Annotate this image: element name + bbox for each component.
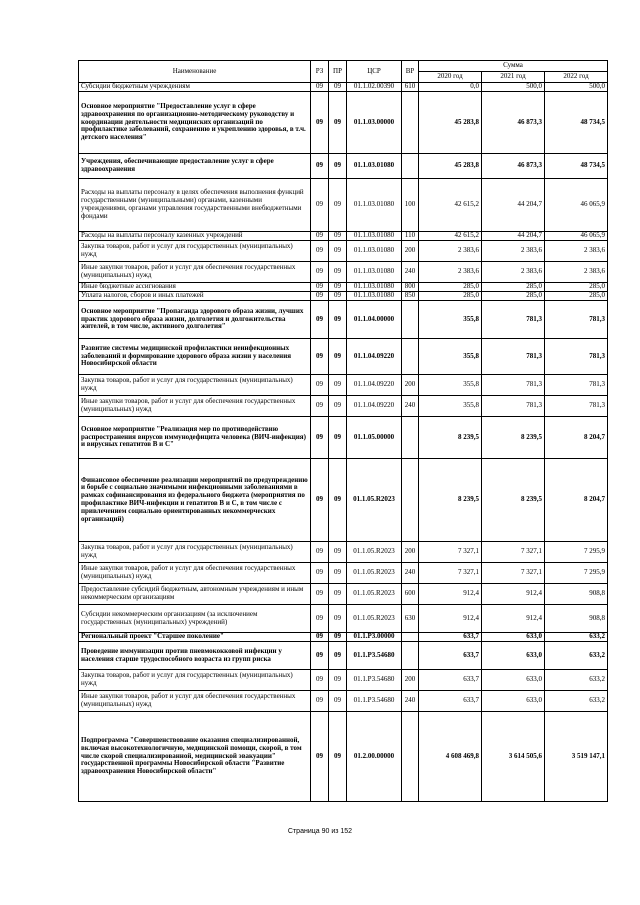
row-vr: 200 (402, 542, 419, 563)
row-csr: 01.1.05.R2023 (347, 605, 402, 633)
col-header-2020: 2020 год (419, 72, 482, 83)
row-sum-2022: 781,3 (545, 396, 608, 417)
row-sum-2020: 0,0 (419, 83, 482, 92)
row-sum-2021: 8 239,5 (482, 459, 545, 542)
row-pr: 09 (329, 179, 347, 232)
row-name: Учреждения, обеспечивающие предоставление услуг в сфере здравоохранения (79, 154, 311, 179)
row-csr: 01.1.03.00000 (347, 92, 402, 154)
row-sum-2022: 781,3 (545, 301, 608, 339)
table-row (79, 232, 608, 241)
row-sum-2021: 46 873,3 (482, 154, 545, 179)
row-sum-2021: 3 614 505,6 (482, 712, 545, 802)
row-vr (402, 633, 419, 642)
row-csr: 01.1.03.01080 (347, 241, 402, 262)
row-rz: 09 (311, 292, 329, 301)
row-sum-2021: 633,0 (482, 642, 545, 670)
row-pr: 09 (329, 417, 347, 459)
row-name: Закупка товаров, работ и услуг для государственных (муниципальных) нужд (79, 542, 311, 563)
row-rz: 09 (311, 563, 329, 584)
row-sum-2022: 781,3 (545, 339, 608, 375)
row-rz: 09 (311, 232, 329, 241)
row-csr: 01.1.P3.54680 (347, 670, 402, 691)
row-csr: 01.1.P3.54680 (347, 691, 402, 712)
row-sum-2020: 7 327,1 (419, 542, 482, 563)
row-sum-2020: 633,7 (419, 691, 482, 712)
row-vr: 610 (402, 83, 419, 92)
row-pr: 09 (329, 292, 347, 301)
table-row (79, 396, 608, 417)
row-name: Основное мероприятие "Реализация мер по противодействию распространения вирусов иммунодефицита человека (ВИЧ-инфекция) и вирусных гепатитов В и С" (79, 417, 311, 459)
row-name: Субсидии некоммерческим организациям (за исключением государственных (муниципальных) учреждений) (79, 605, 311, 633)
col-header-vr: ВР (402, 61, 419, 83)
row-sum-2021: 500,0 (482, 83, 545, 92)
row-name: Закупка товаров, работ и услуг для государственных (муниципальных) нужд (79, 241, 311, 262)
page-number: Страница 90 из 152 (287, 828, 353, 835)
row-csr: 01.1.P3.00000 (347, 633, 402, 642)
table-row (79, 83, 608, 92)
col-header-rz: РЗ (311, 61, 329, 83)
row-csr: 01.1.03.01080 (347, 179, 402, 232)
table-row (79, 179, 608, 232)
table-row (79, 542, 608, 563)
row-name: Иные закупки товаров, работ и услуг для обеспечения государственных (муниципальных) нужд (79, 563, 311, 584)
row-name: Региональный проект "Старшее поколение" (79, 633, 311, 642)
row-csr: 01.1.03.01080 (347, 292, 402, 301)
row-sum-2020: 8 239,5 (419, 459, 482, 542)
row-csr: 01.1.02.00390 (347, 83, 402, 92)
table-row (79, 283, 608, 292)
row-sum-2020: 633,7 (419, 670, 482, 691)
row-rz: 09 (311, 691, 329, 712)
row-csr: 01.1.05.R2023 (347, 459, 402, 542)
row-sum-2020: 42 615,2 (419, 179, 482, 232)
row-sum-2021: 7 327,1 (482, 563, 545, 584)
col-header-pr: ПР (329, 61, 347, 83)
row-vr (402, 417, 419, 459)
row-name: Иные закупки товаров, работ и услуг для обеспечения государственных (муниципальных) нужд (79, 691, 311, 712)
row-vr: 800 (402, 283, 419, 292)
row-name: Иные закупки товаров, работ и услуг для обеспечения государственных (муниципальных) нужд (79, 262, 311, 283)
row-sum-2022: 908,8 (545, 584, 608, 605)
row-name: Закупка товаров, работ и услуг для государственных (муниципальных) нужд (79, 670, 311, 691)
table-row (79, 712, 608, 802)
row-vr: 240 (402, 262, 419, 283)
row-sum-2020: 7 327,1 (419, 563, 482, 584)
col-header-name: Наименование (79, 61, 311, 83)
row-sum-2022: 633,2 (545, 691, 608, 712)
row-pr: 09 (329, 375, 347, 396)
row-vr (402, 459, 419, 542)
row-sum-2022: 285,0 (545, 292, 608, 301)
row-sum-2020: 912,4 (419, 584, 482, 605)
row-sum-2022: 8 204,7 (545, 459, 608, 542)
row-pr: 09 (329, 339, 347, 375)
row-sum-2020: 4 608 469,8 (419, 712, 482, 802)
row-name: Расходы на выплаты персоналу в целях обеспечения выполнения функций государственными (муниципальными) органами, казенными учреждениями, органами управления государственными внебюджетными фондами (79, 179, 311, 232)
row-sum-2020: 8 239,5 (419, 417, 482, 459)
col-header-2022: 2022 год (545, 72, 608, 83)
row-rz: 09 (311, 154, 329, 179)
row-name: Развитие системы медицинской профилактики неинфекционных заболеваний и формирование здорового образа жизни у населения Новосибирской области (79, 339, 311, 375)
row-name: Иные закупки товаров, работ и услуг для обеспечения государственных (муниципальных) нужд (79, 396, 311, 417)
row-name: Субсидии бюджетным учреждениям (79, 83, 311, 92)
row-pr: 09 (329, 584, 347, 605)
row-vr (402, 712, 419, 802)
row-sum-2021: 633,0 (482, 691, 545, 712)
row-vr: 240 (402, 396, 419, 417)
row-sum-2020: 285,0 (419, 283, 482, 292)
row-sum-2021: 2 383,6 (482, 241, 545, 262)
table-body (79, 83, 608, 802)
row-sum-2021: 781,3 (482, 396, 545, 417)
row-rz: 09 (311, 262, 329, 283)
row-sum-2022: 7 295,9 (545, 563, 608, 584)
row-pr: 09 (329, 241, 347, 262)
row-sum-2022: 7 295,9 (545, 542, 608, 563)
row-sum-2020: 355,8 (419, 339, 482, 375)
row-sum-2020: 42 615,2 (419, 232, 482, 241)
row-rz: 09 (311, 83, 329, 92)
row-sum-2021: 781,3 (482, 375, 545, 396)
row-sum-2022: 285,0 (545, 283, 608, 292)
row-pr: 09 (329, 642, 347, 670)
row-sum-2021: 2 383,6 (482, 262, 545, 283)
row-vr (402, 301, 419, 339)
row-sum-2022: 500,0 (545, 83, 608, 92)
row-vr (402, 339, 419, 375)
row-name: Уплата налогов, сборов и иных платежей (79, 292, 311, 301)
row-vr: 100 (402, 179, 419, 232)
row-csr: 01.1.03.01080 (347, 232, 402, 241)
row-sum-2022: 8 204,7 (545, 417, 608, 459)
row-rz: 09 (311, 301, 329, 339)
row-sum-2021: 285,0 (482, 283, 545, 292)
row-sum-2022: 633,2 (545, 670, 608, 691)
row-rz: 09 (311, 459, 329, 542)
row-sum-2022: 633,2 (545, 633, 608, 642)
row-sum-2021: 633,0 (482, 670, 545, 691)
row-rz: 09 (311, 633, 329, 642)
table-row (79, 605, 608, 633)
row-sum-2021: 44 204,7 (482, 179, 545, 232)
row-name: Расходы на выплаты персоналу казенных учреждений (79, 232, 311, 241)
table-row (79, 241, 608, 262)
row-rz: 09 (311, 179, 329, 232)
row-sum-2020: 2 383,6 (419, 241, 482, 262)
row-pr: 09 (329, 691, 347, 712)
row-pr: 09 (329, 83, 347, 92)
row-pr: 09 (329, 670, 347, 691)
row-pr: 09 (329, 563, 347, 584)
row-sum-2022: 46 065,9 (545, 232, 608, 241)
row-rz: 09 (311, 375, 329, 396)
row-vr: 110 (402, 232, 419, 241)
row-sum-2020: 355,8 (419, 301, 482, 339)
budget-table (78, 60, 608, 802)
row-csr: 01.1.04.09220 (347, 339, 402, 375)
row-rz: 09 (311, 417, 329, 459)
row-vr: 200 (402, 670, 419, 691)
row-pr: 09 (329, 542, 347, 563)
row-name: Подпрограмма "Совершенствование оказания специализированной, включая высокотехнологичную, медицинской помощи, скорой, в том числе скорой специализированной, медицинской эвакуации" государственной программы Новосибирской области "Развитие здравоохранения Новосибирской области" (79, 712, 311, 802)
row-csr: 01.1.04.09220 (347, 375, 402, 396)
row-vr: 200 (402, 375, 419, 396)
row-csr: 01.1.P3.54680 (347, 642, 402, 670)
row-vr: 630 (402, 605, 419, 633)
row-sum-2022: 633,2 (545, 642, 608, 670)
table-row (79, 691, 608, 712)
row-sum-2021: 781,3 (482, 301, 545, 339)
row-pr: 09 (329, 712, 347, 802)
row-pr: 09 (329, 154, 347, 179)
col-header-2021: 2021 год (482, 72, 545, 83)
table-row (79, 459, 608, 542)
row-csr: 01.1.05.R2023 (347, 563, 402, 584)
row-rz: 09 (311, 339, 329, 375)
row-sum-2020: 45 283,8 (419, 154, 482, 179)
table-row (79, 262, 608, 283)
row-sum-2021: 912,4 (482, 584, 545, 605)
row-name: Предоставление субсидий бюджетным, автономным учреждениям и иным некоммерческим организациям (79, 584, 311, 605)
col-header-sum: Сумма (419, 61, 608, 72)
row-vr (402, 92, 419, 154)
row-csr: 01.2.00.00000 (347, 712, 402, 802)
row-rz: 09 (311, 283, 329, 292)
row-csr: 01.1.04.09220 (347, 396, 402, 417)
table-row (79, 584, 608, 605)
row-sum-2021: 44 204,7 (482, 232, 545, 241)
row-csr: 01.1.05.R2023 (347, 542, 402, 563)
row-sum-2022: 781,3 (545, 375, 608, 396)
row-sum-2021: 8 239,5 (482, 417, 545, 459)
table-row (79, 92, 608, 154)
table-row (79, 417, 608, 459)
row-pr: 09 (329, 301, 347, 339)
row-rz: 09 (311, 542, 329, 563)
table-row (79, 154, 608, 179)
table-row (79, 633, 608, 642)
row-sum-2020: 2 383,6 (419, 262, 482, 283)
row-sum-2021: 633,0 (482, 633, 545, 642)
table-row (79, 670, 608, 691)
row-vr: 240 (402, 563, 419, 584)
row-vr (402, 154, 419, 179)
row-vr: 600 (402, 584, 419, 605)
row-csr: 01.1.03.01080 (347, 283, 402, 292)
row-vr: 200 (402, 241, 419, 262)
row-pr: 09 (329, 633, 347, 642)
row-sum-2020: 285,0 (419, 292, 482, 301)
table-row (79, 301, 608, 339)
table-row (79, 375, 608, 396)
row-sum-2020: 355,8 (419, 375, 482, 396)
row-sum-2021: 7 327,1 (482, 542, 545, 563)
row-vr: 850 (402, 292, 419, 301)
row-rz: 09 (311, 584, 329, 605)
row-vr: 240 (402, 691, 419, 712)
row-rz: 09 (311, 670, 329, 691)
row-sum-2022: 2 383,6 (545, 262, 608, 283)
row-csr: 01.1.05.R2023 (347, 584, 402, 605)
row-rz: 09 (311, 396, 329, 417)
row-pr: 09 (329, 92, 347, 154)
row-rz: 09 (311, 241, 329, 262)
row-pr: 09 (329, 396, 347, 417)
row-sum-2021: 912,4 (482, 605, 545, 633)
row-rz: 09 (311, 605, 329, 633)
row-name: Финансовое обеспечение реализации мероприятий по предупреждению и борьбе с социально значимыми инфекционными заболеваниями в рамках софинансирования из федерального бюджета (мероприятия по профилактике ВИЧ-инфекции и гепатитов В и С, в том числе с привлечением социально ориентированных некоммерческих организаций) (79, 459, 311, 542)
row-name: Основное мероприятие "Предоставление услуг в сфере здравоохранения по организационно-методическому руководству и координации деятельности медицинских организаций по профилактике заболеваний, сохранению и укреплению здоровья, в т.ч. детского населения" (79, 92, 311, 154)
row-sum-2020: 912,4 (419, 605, 482, 633)
row-sum-2020: 355,8 (419, 396, 482, 417)
row-csr: 01.1.05.00000 (347, 417, 402, 459)
row-sum-2022: 48 734,5 (545, 154, 608, 179)
row-sum-2022: 3 519 147,1 (545, 712, 608, 802)
table-row (79, 642, 608, 670)
col-header-csr: ЦСР (347, 61, 402, 83)
row-sum-2022: 46 065,9 (545, 179, 608, 232)
row-pr: 09 (329, 262, 347, 283)
row-sum-2020: 45 283,8 (419, 92, 482, 154)
row-pr: 09 (329, 459, 347, 542)
row-name: Закупка товаров, работ и услуг для государственных (муниципальных) нужд (79, 375, 311, 396)
row-pr: 09 (329, 605, 347, 633)
row-sum-2021: 46 873,3 (482, 92, 545, 154)
row-sum-2021: 781,3 (482, 339, 545, 375)
row-sum-2021: 285,0 (482, 292, 545, 301)
row-csr: 01.1.03.01080 (347, 262, 402, 283)
row-vr (402, 642, 419, 670)
row-pr: 09 (329, 232, 347, 241)
row-sum-2022: 48 734,5 (545, 92, 608, 154)
row-sum-2020: 633,7 (419, 633, 482, 642)
row-sum-2022: 908,8 (545, 605, 608, 633)
row-rz: 09 (311, 642, 329, 670)
table-row (79, 339, 608, 375)
table-row (79, 563, 608, 584)
row-name: Проведение иммунизации против пневмококковой инфекции у населения старше трудоспособного возраста из групп риска (79, 642, 311, 670)
row-csr: 01.1.03.01080 (347, 154, 402, 179)
row-sum-2020: 633,7 (419, 642, 482, 670)
row-pr: 09 (329, 283, 347, 292)
row-name: Основное мероприятие "Пропаганда здорового образа жизни, лучших практик здорового образа жизни, долголетия и долгожительства жителей, в том числе, активного долголетия" (79, 301, 311, 339)
row-rz: 09 (311, 92, 329, 154)
row-name: Иные бюджетные ассигнования (79, 283, 311, 292)
row-csr: 01.1.04.00000 (347, 301, 402, 339)
row-sum-2022: 2 383,6 (545, 241, 608, 262)
row-rz: 09 (311, 712, 329, 802)
table-row (79, 292, 608, 301)
